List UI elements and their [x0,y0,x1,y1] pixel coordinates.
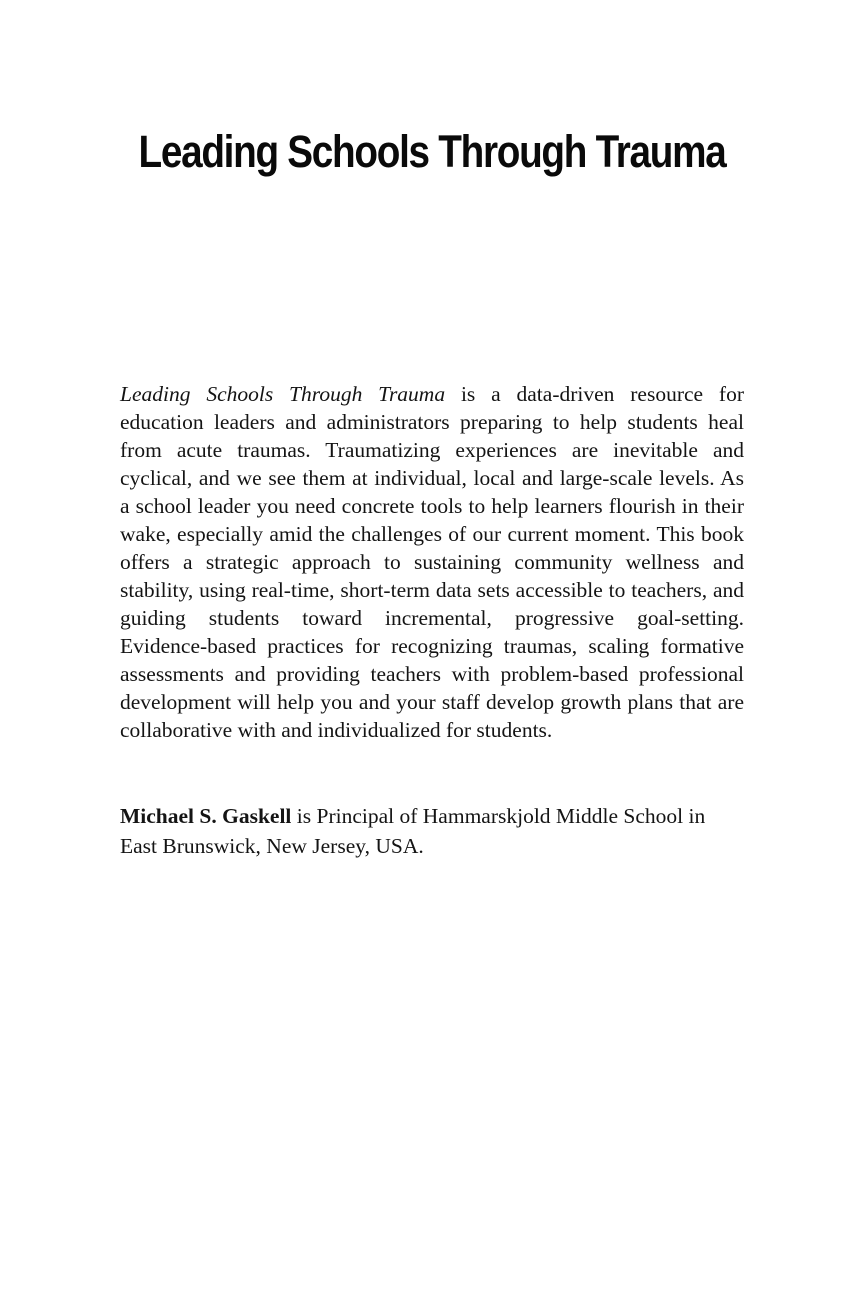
book-title: Leading Schools Through Trauma [138,126,726,177]
book-description [120,380,744,744]
author-bio-text: is Principal of Hammarskjold Middle School in East Brunswick, New Jersey, USA. [120,804,706,858]
author-bio [120,801,744,861]
author-name: Michael S. Gaskell [120,804,292,828]
description-text: is a data-driven resource for education leaders and administrators preparing to help students heal from acute traumas. Traumatizing experiences are inevitable and cyclical, and we see them at individual, local and large-scale levels. As a school leader you need concrete tools to help learners flourish in their wake, especially amid the challenges of our current moment. This book offers a strategic approach to sustaining community wellness and stability, using real-time, short-term data sets accessible to teachers, and guiding students toward incremental, progressive goal-setting. Evidence-based practices for recognizing traumas, scaling formative assessments and providing teachers with problem-based professional development will help you and your staff develop growth plans that are collaborative with and individualized for students. [120,382,744,742]
description-italic-title: Leading Schools Through Trauma [120,382,446,406]
